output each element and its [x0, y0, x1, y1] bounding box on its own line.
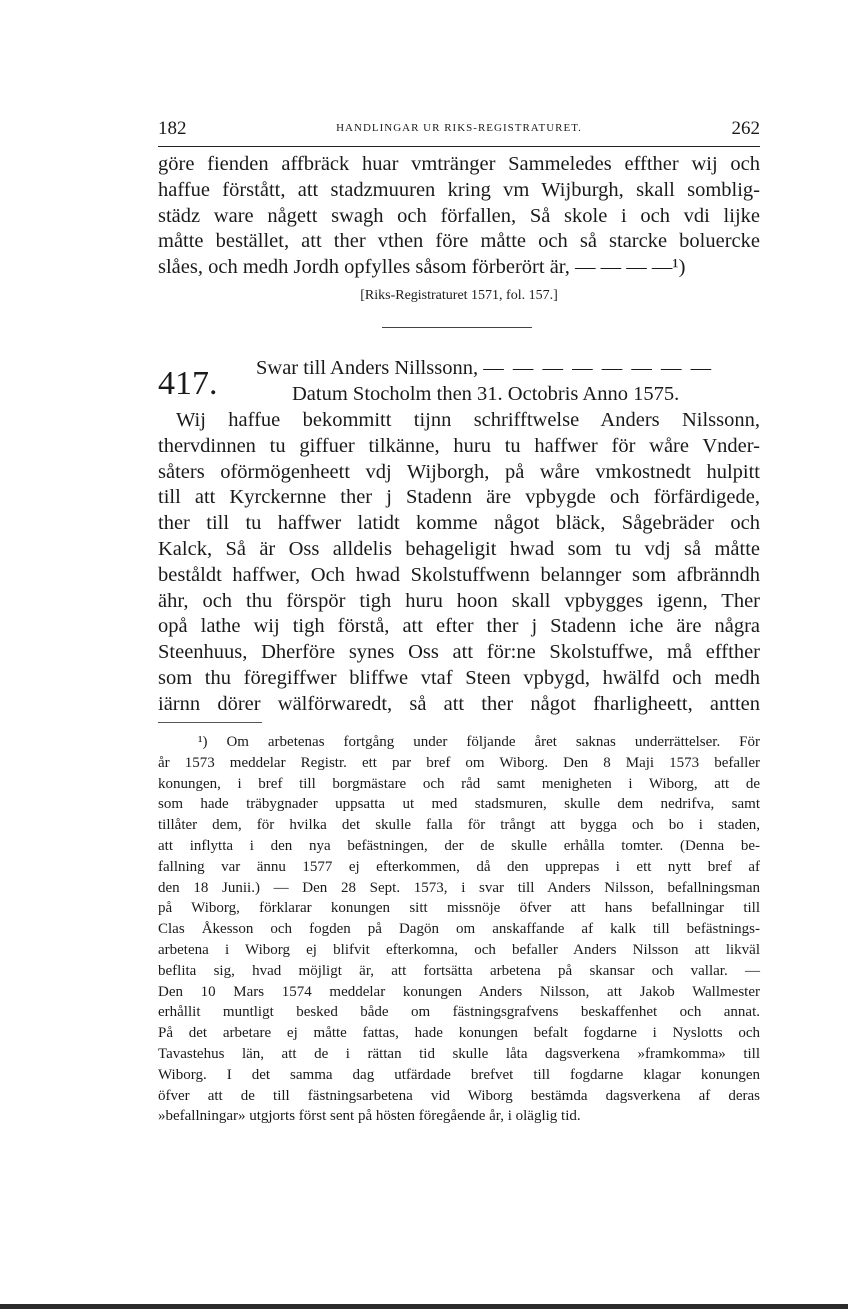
- text-line: måtte bestället, att ther vthen före måtte och så starcke boluercke: [158, 230, 760, 253]
- page-number-right: 262: [731, 118, 760, 139]
- section-separator: [382, 327, 532, 328]
- text-line: Wij haffue bekommitt tijnn schrifftwelse Anders Nilssonn,: [176, 409, 760, 431]
- text-line: städz ware någett swagh och förfallen, Så skole i och vdi lijke: [158, 204, 760, 227]
- footnote-line: På det arbetare ej måtte fattas, hade konungen befalt fogdarne i Nyslotts och: [158, 1025, 760, 1042]
- document-body: [158, 408, 760, 718]
- text-line: till att Kyrckernne ther j Stadenn äre vpbygde och förfärdigede,: [158, 486, 760, 509]
- page-header: [158, 118, 760, 140]
- footnote-line: som hade träbygnader uppsatta ut med stadsmuren, skulle dem nedrifva, samt: [158, 796, 760, 813]
- footnote-line: år 1573 meddelar Registr. ett par bref om Wiborg. Den 8 Maji 1573 befaller: [158, 754, 760, 771]
- footnote-rule: [158, 722, 262, 723]
- previous-text: [158, 152, 760, 281]
- footnote-line: Clas Åkesson och fogden på Dagön om anskaffande af kalk till befästnings-: [158, 921, 760, 938]
- document-heading-line1: [256, 356, 760, 382]
- header-rule: [158, 146, 760, 147]
- footnote-line: Den 10 Mars 1574 meddelar konungen Anders Nilsson, att Jakob Wallmester: [158, 983, 760, 1000]
- footnote-line: Tavastehus län, att de i rättan tid skulle låta dagsverkena »framkomma» till: [158, 1045, 760, 1062]
- running-title: HANDLINGAR UR RIKS-REGISTRATURET.: [336, 122, 582, 134]
- scan-edge-bar: [0, 1304, 848, 1309]
- footnote-line: konungen, i bref till borgmästare och råd samt menigheten i Wiborg, att de: [158, 775, 760, 792]
- document-number: 417.: [158, 365, 218, 402]
- footnote-line: på Wiborg, förklarar konungen sitt missnöje öfver att hans befallningar till: [158, 900, 760, 917]
- text-line: ther till tu haffwer latidt komme något bläck, Sågebräder och: [158, 512, 760, 535]
- footnote-line: tillåter dem, för hvilka det skulle falla för trångt att bygga och bo i staden,: [158, 817, 760, 834]
- footnote-line: fallning var ännu 1577 ej efterkommen, då den upprepas i ett nytt bref af: [158, 858, 760, 875]
- source-reference: [Riks-Registraturet 1571, fol. 157.]: [360, 288, 558, 303]
- text-line: beståldt haffwer, Och hwad Skolstuffwenn belannger som afbränndh: [158, 563, 760, 586]
- text-line: haffue förstått, att stadzmuuren kring vm Wijburgh, skall somblig-: [158, 178, 760, 201]
- footnote-line: öfver att de till fästningsarbetena vid Wiborg bestämda dagsverkena af deras: [158, 1087, 760, 1104]
- footnote-line: beflita sig, hvad möjligt är, att fortsätta arbetena på skansar och vallar. —: [158, 962, 760, 979]
- text-line: thervdinnen tu giffuer tilkänne, huru tu haffwer för wåre Vnder-: [158, 434, 760, 457]
- document-heading-line2: Datum Stocholm then 31. Octobris Anno 1575.: [292, 383, 680, 405]
- text-line: opå lathe wij tigh förstå, att efter ther j Stadenn iche äre några: [158, 615, 760, 638]
- text-line: Kalck, Så är Oss alldelis behageligit hwad som tu vdj så måtte: [158, 537, 760, 560]
- heading-text: Swar till Anders Nillssonn,: [256, 357, 479, 379]
- text-line: ähr, och thu förspör tigh huru hoon skall vpbygges igenn, Ther: [158, 589, 760, 612]
- footnote-line: erhållit muntligt besked både om fästningsgrafvens beskaffenhet och annat.: [158, 1004, 760, 1021]
- text-line: som thu föregiffwer bliffwe vtaf Steen vpbygd, hwälfd och medh: [158, 666, 760, 689]
- text-line: såters oförmögenheett vdj Wijborgh, på wåre vmkostnedt hulpitt: [158, 460, 760, 483]
- footnote-line: Wiborg. I det samma dag utfärdade brefvet till fogdarne klagar konungen: [158, 1066, 760, 1083]
- text-line: iärnn dörer wälförwaredt, så att ther något fharligheett, antten: [158, 692, 760, 715]
- text-line: göre fienden affbräck huar vmtränger Sammeledes effther wij och: [158, 153, 760, 175]
- footnote: [158, 732, 760, 1127]
- text-line: Steenhuus, Dherföre synes Oss att för:ne Skolstuffwe, må effther: [158, 641, 760, 664]
- text-line: slåes, och medh Jordh opfylles såsom förberört är, — — — —¹): [158, 256, 686, 279]
- page-number-left: 182: [158, 118, 187, 139]
- heading-dashes: — — — — — — — —: [483, 357, 714, 379]
- footnote-line: att inflytta i den nya befästningen, der de skulle erhålla tomter. (Denna be-: [158, 837, 760, 854]
- footnote-line: den 18 Junii.) — Den 28 Sept. 1573, i svar till Anders Nilsson, befallningsman: [158, 879, 760, 896]
- footnote-line: arbetena i Wiborg ej blifvit efterkomna, och befaller Anders Nilsson att likväl: [158, 941, 760, 958]
- footnote-line: »befallningar» utgjorts först sent på hösten föregående år, i oläglig tid.: [158, 1108, 581, 1125]
- footnote-line: ¹) Om arbetenas fortgång under följande året saknas underrättelser. För: [198, 734, 760, 750]
